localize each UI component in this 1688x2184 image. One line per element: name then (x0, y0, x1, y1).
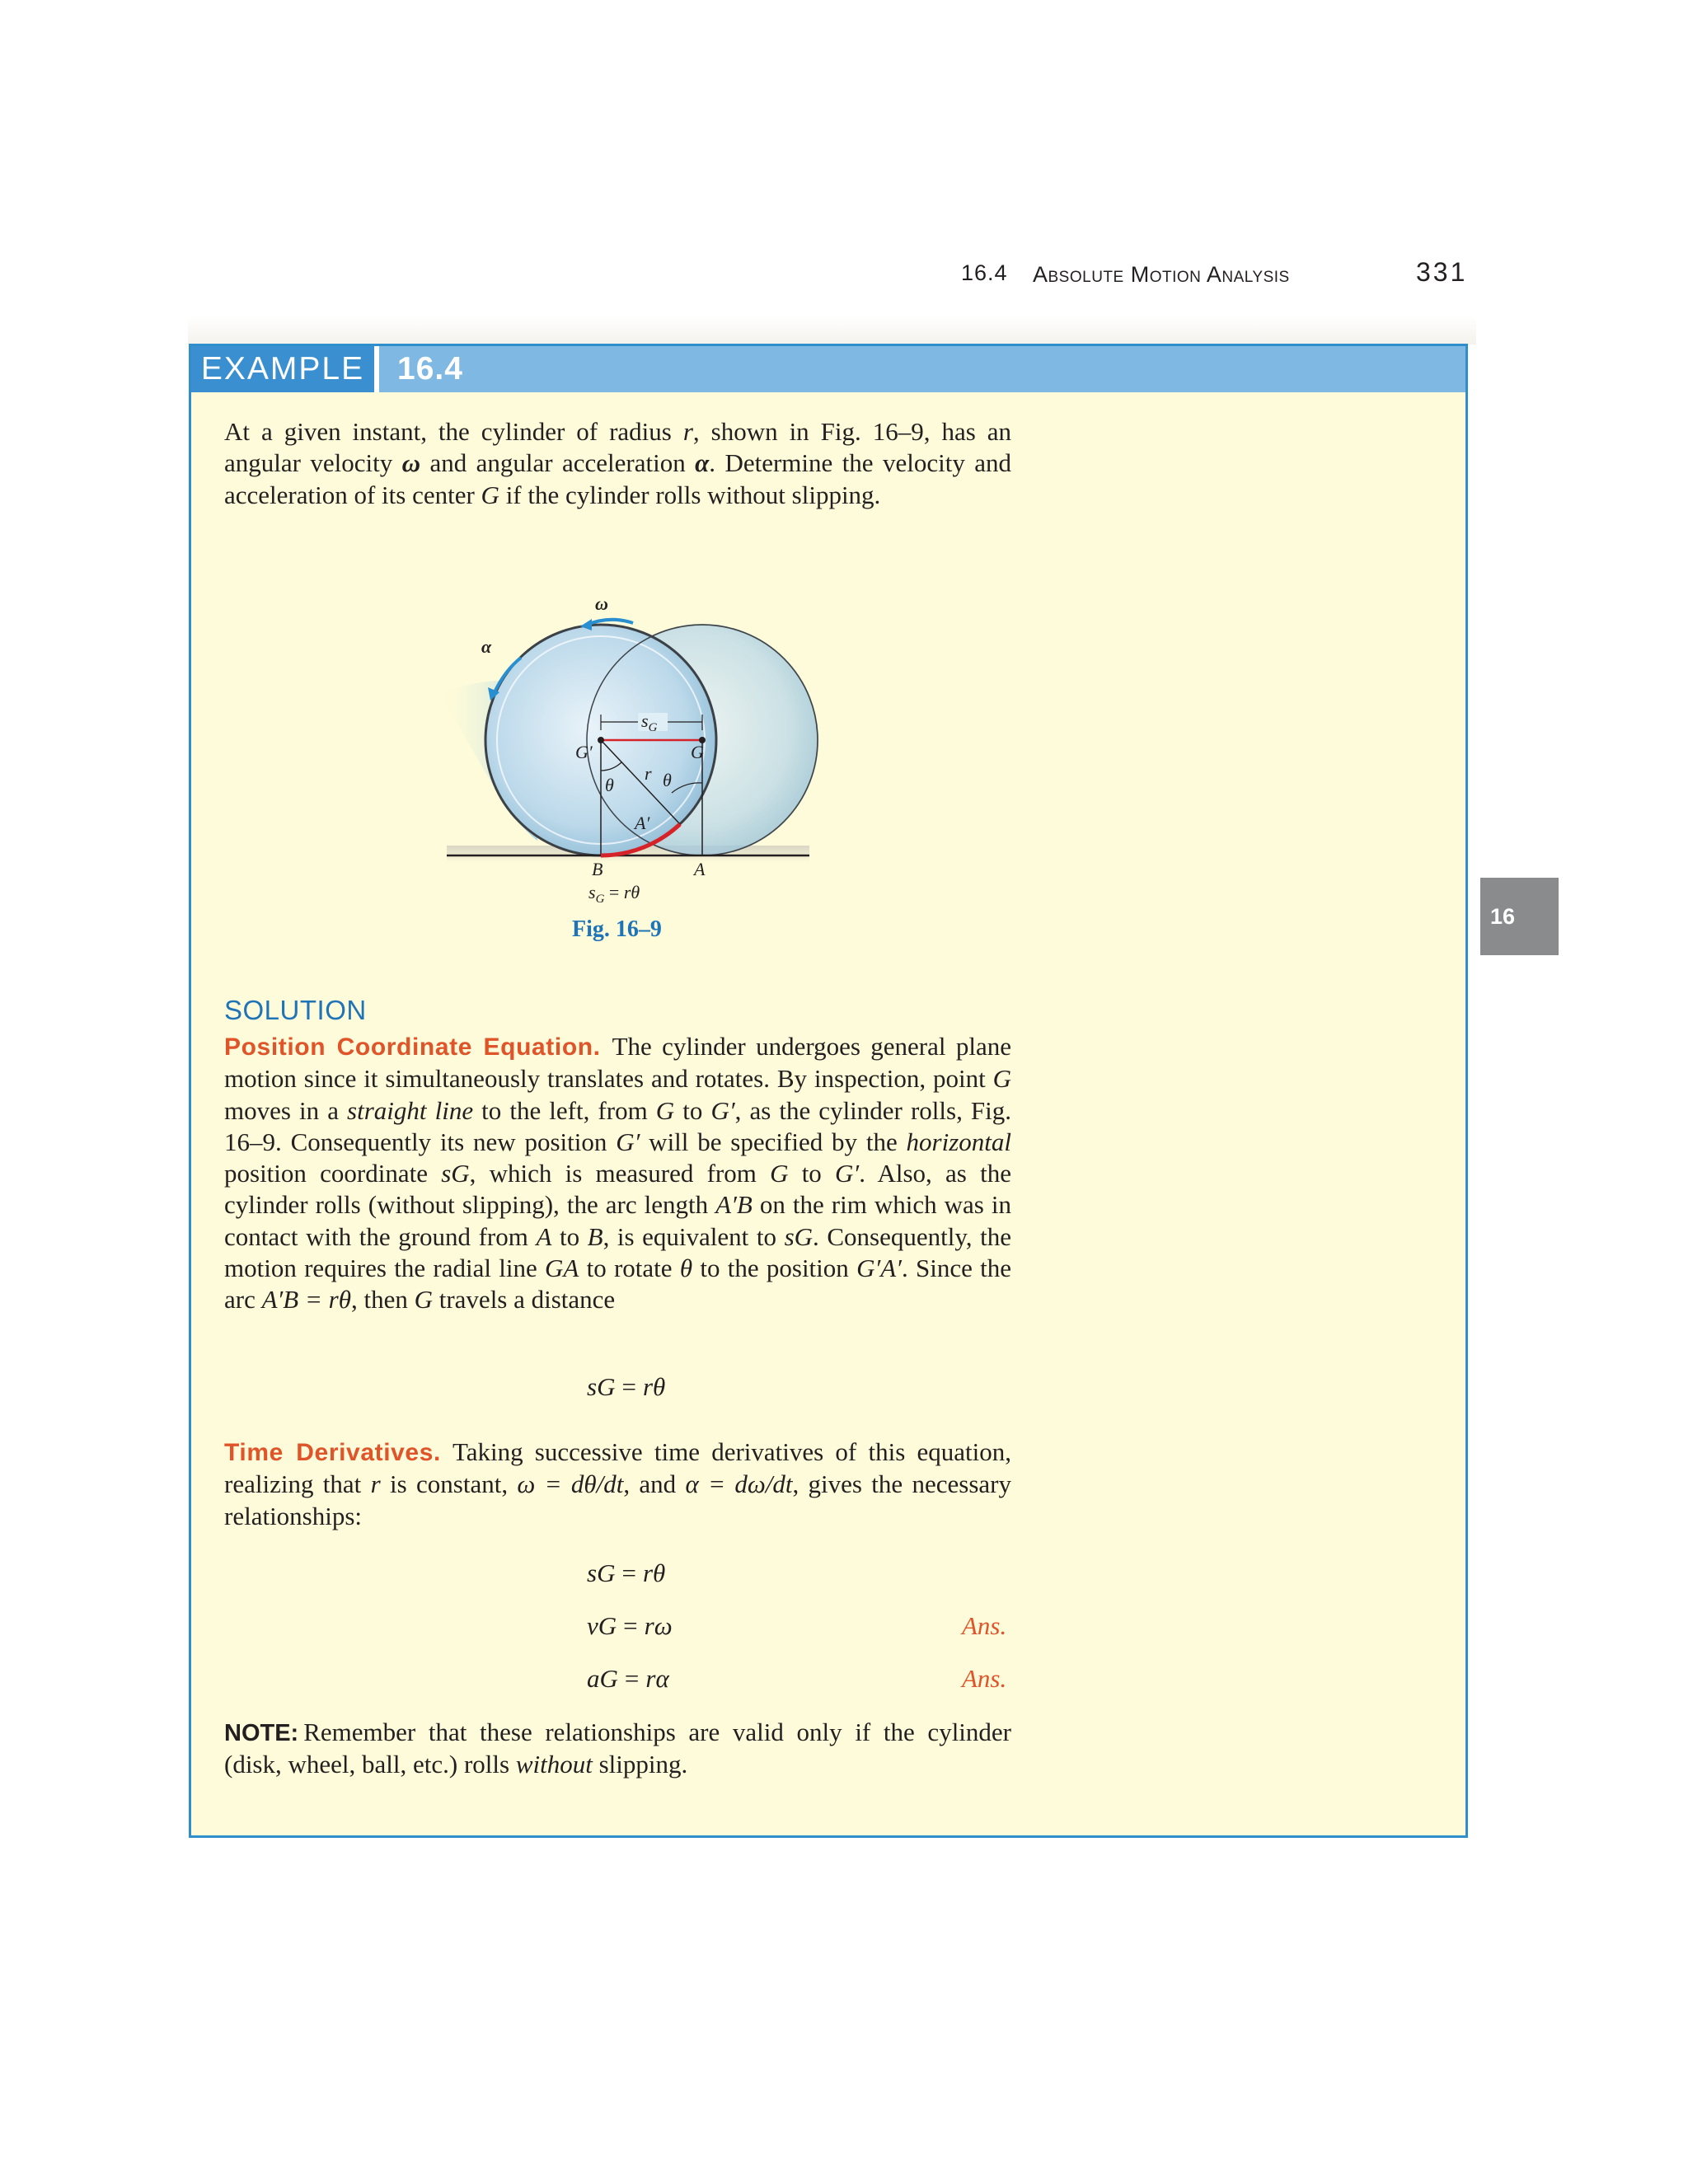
paragraph-time-derivatives: Time Derivatives. Taking successive time derivatives of this equation, realizing that r is constant, ω = dθ/dt, and α = dω/dt, gives the necessary relationships: (224, 1437, 1011, 1530)
cylinder-figure (397, 569, 875, 923)
subhead-position-coordinate: Position Coordinate Equation. (224, 1033, 601, 1061)
note-label: NOTE: (224, 1720, 299, 1746)
label-B: B (592, 859, 603, 879)
paragraph-position-coordinate: Position Coordinate Equation. The cylinder undergoes general plane motion since it simultaneously translates and rotates. By inspection, point G moves in a straight line to the left, from G to G′, as the cylinder rolls, Fig. 16–9. Consequently its new position G′ will be specified by the horizontal position coordinate sG, which is measured from G to G′. Also, as the cylinder rolls (without slipping), the arc length A′B on the rim which was in contact with the ground from A to B, is equivalent to sG. Consequently, the motion requires the radial line GA to rotate θ to the position G′A′. Since the arc A′B = rθ, then G travels a distance (224, 1032, 1012, 1315)
section-number: 16.4 (961, 260, 1008, 285)
chapter-tab: 16 (1480, 878, 1559, 955)
label-alpha: α (481, 636, 492, 657)
label-theta-left: θ (605, 775, 614, 795)
figure-caption: Fig. 16–9 (572, 916, 662, 942)
label-Aprime: A′ (635, 813, 650, 833)
page-number: 331 (1416, 257, 1468, 287)
solution-heading: SOLUTION (224, 995, 367, 1025)
example-label: EXAMPLE (191, 346, 374, 392)
subhead-time-derivatives: Time Derivatives. (224, 1439, 441, 1466)
example-number: 16.4 (397, 351, 463, 387)
label-r: r (645, 763, 652, 784)
label-Gprime: G′ (575, 742, 593, 762)
example-divider (374, 346, 379, 392)
note-paragraph: NOTE: Remember that these relationships are valid only if the cylinder (disk, wheel, ball, etc.) rolls without slipping. (224, 1718, 1011, 1779)
point-Gprime (598, 737, 604, 743)
label-A: A (694, 859, 706, 879)
box-top-shade (188, 316, 1476, 344)
cylinder-diagram (397, 569, 875, 923)
answer-marker-aG: Ans. (962, 1664, 1007, 1693)
label-sG: $s_G$ (641, 710, 658, 734)
label-bottom-eq: $s_G = r\theta$ (588, 882, 640, 906)
problem-statement: At a given instant, the cylinder of radius r, shown in Fig. 16–9, has an angular velocity ω and angular acceleration α. Determine the velocity and acceleration of its center G if the cylinder rolls without slipping. (224, 417, 1011, 509)
label-G: G (691, 742, 704, 762)
label-theta-right: θ (663, 770, 672, 790)
equation-sG: sG = rθ (587, 1558, 666, 1587)
label-omega: ω (595, 593, 608, 614)
equation-position: sG = rθ (587, 1372, 666, 1401)
example-box (189, 344, 1468, 1838)
answer-marker-vG: Ans. (962, 1611, 1007, 1640)
equation-vG: vG = rω (587, 1611, 673, 1640)
example-header (191, 346, 1465, 392)
section-title: Absolute Motion Analysis (1033, 262, 1290, 287)
equation-aG: aG = rα (587, 1664, 669, 1693)
